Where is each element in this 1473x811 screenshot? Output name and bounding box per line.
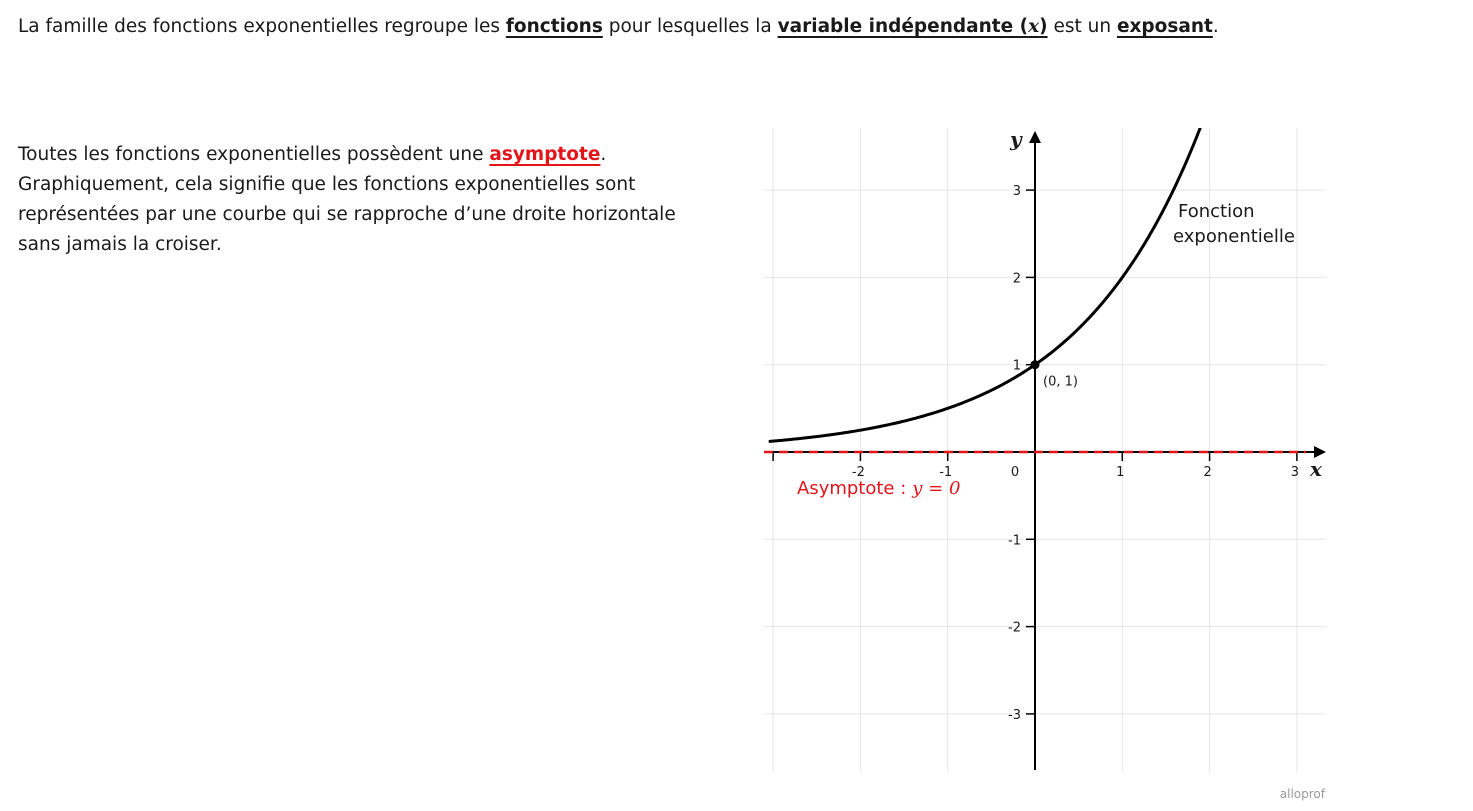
paragraph-line-1-end: . [600,144,607,165]
paragraph-line-1-text: Toutes les fonctions exponentielles possèdent une [18,144,490,165]
asymptote-label-text: Asymptote : [797,478,907,499]
paragraph-line-2: Graphiquement, cela signifie que les fonctions exponentielles sont [18,174,636,195]
curve-label-line-2: exponentielle [1173,226,1295,247]
paragraph-line-3: représentées par une courbe qui se rapproche d’une droite horizontale [18,204,676,225]
x-tick-label: 1 [1116,465,1125,480]
chart-grid [764,128,1326,772]
link-variable-close: ) [1039,16,1048,37]
point-0-1 [1031,360,1040,369]
x-tick-label: -2 [851,465,865,480]
y-tick-label: 1 [1012,358,1021,374]
chart-ticks [773,184,1299,723]
x-tick-label: 3 [1290,465,1300,480]
y-tick-label: -2 [1008,620,1021,636]
x-tick-label: -1 [939,465,953,480]
link-fonctions[interactable]: fonctions [505,16,603,37]
y-tick-label: 2 [1012,271,1021,287]
asymptote-label [797,478,960,499]
y-tick-label: 3 [1012,184,1021,200]
intro-text-2: pour lesquelles la [602,16,778,37]
asymptote-equation: y = 0 [912,478,961,499]
alloprof-watermark: alloprof [1279,787,1325,801]
intro-text-1: La famille des fonctions exponentielles regroupe les [18,16,506,37]
link-variable-label: variable indépendante ( [777,16,1029,37]
curve-label-line-1: Fonction [1178,201,1255,222]
x-axis-label: x [1310,457,1322,481]
intro-text-3: est un [1047,16,1117,37]
link-asymptote[interactable]: asymptote [489,144,601,165]
y-tick-label: -1 [1008,533,1021,549]
paragraph-line-4: sans jamais la croiser. [18,234,222,255]
x-tick-label: 0 [1010,465,1020,480]
y-axis-label: y [1010,127,1022,151]
intro-text-4: . [1212,16,1219,37]
x-tick-label: 2 [1203,465,1212,480]
y-tick-label: -3 [1008,707,1021,723]
point-label: (0, 1) [1043,374,1078,390]
link-exposant[interactable]: exposant [1116,16,1213,37]
exponential-curve [769,126,1201,441]
y-axis-arrow [1029,131,1041,143]
link-variable-x: x [1028,16,1040,37]
